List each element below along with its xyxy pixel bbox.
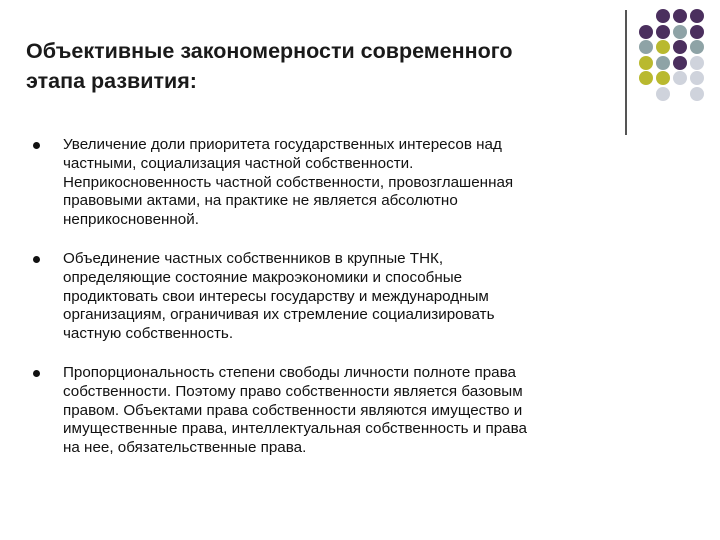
decorative-dot [690, 71, 704, 85]
decorative-dot [690, 87, 704, 101]
bullet-2-line-2: определяющие состояние макроэкономики и способные [63, 268, 463, 286]
bullet-item-3 [32, 364, 622, 458]
title-line-2: этапа развития: [26, 69, 197, 93]
vertical-divider [625, 10, 627, 135]
decorative-dot [690, 56, 704, 70]
decorative-dot [690, 25, 704, 39]
decorative-dot [656, 87, 670, 101]
decorative-dot [690, 9, 704, 23]
bullet-3-line-1: Пропорциональность степени свободы личности полноте права [63, 363, 516, 381]
decorative-dot [639, 25, 653, 39]
bullet-marker [33, 370, 40, 377]
bullet-2-line-5: частную собственность. [63, 325, 234, 343]
bullet-2-line-1: Объединение частных собственников в крупные ТНК, [63, 249, 444, 267]
slide-title [26, 36, 626, 96]
decorative-dot [673, 25, 687, 39]
decorative-dot [639, 9, 653, 23]
decorative-dot [656, 25, 670, 39]
decorative-dot [673, 40, 687, 54]
decorative-dot [673, 9, 687, 23]
decorative-dot [673, 87, 687, 101]
bullet-1-line-3: Неприкосновенность частной собственности, провозглашенная [63, 173, 514, 191]
bullet-3-line-4: имущественные права, интеллектуальная собственность и права [63, 420, 527, 438]
decorative-dot [673, 56, 687, 70]
bullet-1-line-1: Увеличение доли приоритета государственных интересов над [63, 136, 502, 153]
decorative-dot [639, 71, 653, 85]
title-line-1: Объективные закономерности современного [26, 39, 513, 63]
decorative-dot [690, 40, 704, 54]
decorative-dot [639, 87, 653, 101]
decorative-dot [656, 56, 670, 70]
bullet-1-line-4: правовыми актами, на практике не является абсолютно [63, 192, 458, 210]
bullet-3-line-3: правом. Объектами права собственности являются имущество и [63, 401, 523, 419]
bullet-2-line-3: продиктовать свои интересы государству и международным [63, 287, 489, 305]
bullet-item-1 [32, 136, 622, 230]
bullet-item-2 [32, 250, 622, 344]
decorative-dot [673, 71, 687, 85]
decorative-dot [639, 56, 653, 70]
bullet-marker [33, 256, 40, 263]
bullet-list [32, 136, 622, 478]
decorative-dot [656, 9, 670, 23]
bullet-1-line-2: частными, социализация частной собственности. [63, 154, 414, 172]
decorative-dot [656, 40, 670, 54]
bullet-marker [33, 142, 40, 149]
bullet-3-line-5: на нее, обязательственные права. [63, 439, 307, 457]
bullet-2-line-4: организациям, ограничивая их стремление социализировать [63, 306, 495, 324]
decorative-dot [639, 40, 653, 54]
bullet-1-line-5: неприкосновенной. [63, 211, 199, 229]
decorative-dot [656, 71, 670, 85]
bullet-3-line-2: собственности. Поэтому право собственности является базовым [63, 382, 523, 400]
decorative-dot-grid [639, 9, 704, 102]
